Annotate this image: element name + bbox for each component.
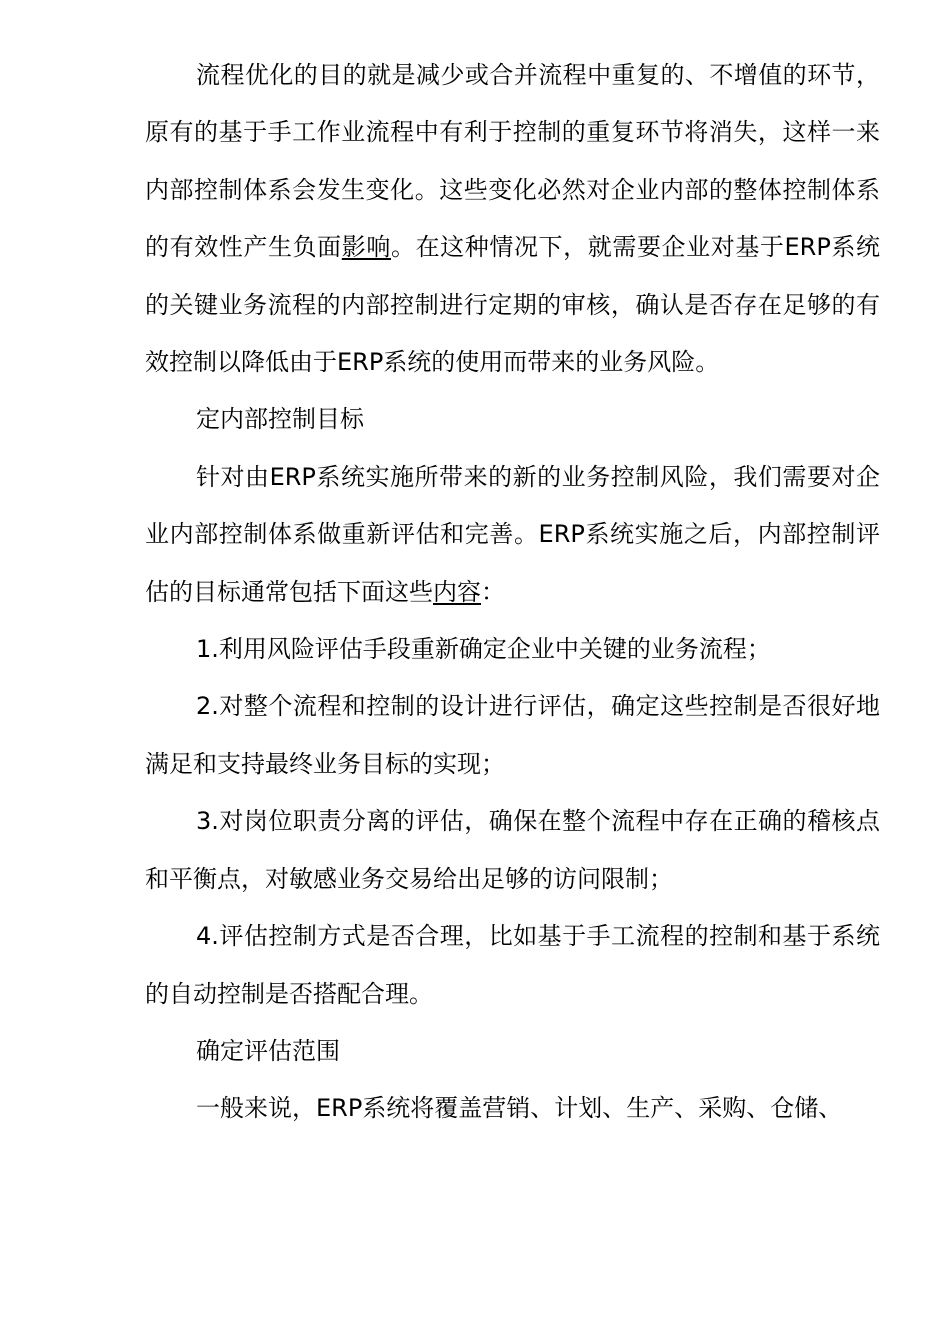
paragraph-process-optimization xyxy=(145,47,880,391)
paragraph-control-objectives xyxy=(145,449,880,621)
list-item-1: 1.利用风险评估手段重新确定企业中关键的业务流程； xyxy=(196,635,771,664)
underlined-term: 内容 xyxy=(433,577,481,606)
paragraph-text: 。在这种情况下，就需要企业对基于ERP系统的关键业务流程的内部控制进行定期的审核，确认是否存在足够的有效控制以降低由于ERP系统的使用而带来的业务风险。 xyxy=(145,233,881,377)
section-heading-evaluation-scope: 确定评估范围 xyxy=(196,1036,340,1065)
paragraph-text: 流程优化的目的就是减少或合并流程中重复的、不增值的环节，原有的基于手工作业流程中有利于控制的重复环节将消失，这样一来内部控制体系会发生变化。这些变化必然对企业内部的整体控制体系的有效性产生负面 xyxy=(145,61,880,262)
list-item-4: 4.评估控制方式是否合理，比如基于手工流程的控制和基于系统的自动控制是否搭配合理。 xyxy=(145,922,880,1008)
paragraph-text: 针对由ERP系统实施所带来的新的业务控制风险，我们需要对企业内部控制体系做重新评估和完善。ERP系统实施之后，内部控制评估的目标通常包括下面这些 xyxy=(145,462,880,606)
document-body xyxy=(145,47,880,1138)
paragraph-evaluation-scope: 一般来说，ERP系统将覆盖营销、计划、生产、采购、仓储、 xyxy=(196,1094,843,1123)
list-item-2: 2.对整个流程和控制的设计进行评估，确定这些控制是否很好地满足和支持最终业务目标的实现； xyxy=(145,692,880,778)
list-item-3: 3.对岗位职责分离的评估，确保在整个流程中存在正确的稽核点和平衡点，对敏感业务交易给出足够的访问限制； xyxy=(145,807,880,893)
section-heading-control-objectives: 定内部控制目标 xyxy=(196,405,364,434)
underlined-term: 影响 xyxy=(341,233,391,262)
paragraph-text: ： xyxy=(481,577,505,606)
